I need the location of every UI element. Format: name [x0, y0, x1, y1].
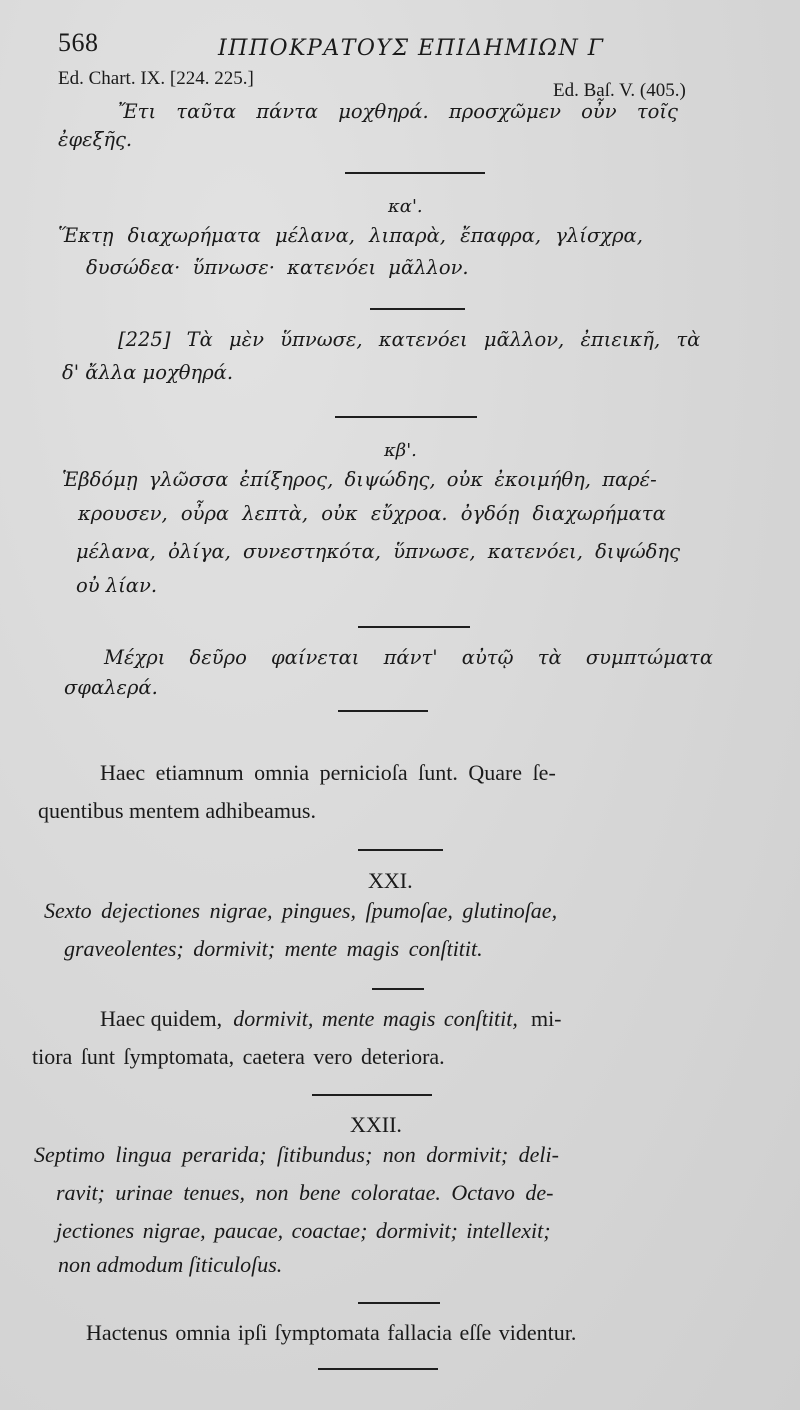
greek-section-22-line-3: μέλανα, ὀλίγα, συνεστηκότα, ὕπνωσε, κατενόει, διψώδης [76, 540, 681, 563]
greek-intro-line-2: ἐφεξῆς. [58, 128, 133, 151]
latin-commentary-21-line-2: tiora ſunt ſymptomata, caetera vero deteriora. [32, 1044, 445, 1069]
greek-section-21-line-1: Ἕκτῃ διαχωρήματα μέλανα, λιπαρὰ, ἔπαφρα, γλίσχρα, [58, 224, 643, 247]
edition-chart-reference: Ed. Chart. IX. [224. 225.] [58, 68, 254, 89]
latin-commentary-21-line-1 [100, 1006, 562, 1032]
latin-commentary-21-lead: Haec quidem, [100, 1006, 223, 1031]
greek-section-22-line-4: οὐ λίαν. [76, 574, 158, 597]
greek-section-21-line-2: δυσώδεα· ὕπνωσε· κατενόει μᾶλλον. [86, 256, 469, 279]
greek-commentary-22-line-2: σφαλερά. [64, 676, 158, 699]
greek-section-number-22: κβ'. [384, 440, 417, 461]
greek-intro-line-1: Ἔτι ταῦτα πάντα μοχθηρά. προσχῶμεν οὖν τοῖς [118, 100, 678, 123]
latin-section-22-line-2: ravit; urinae tenues, non bene coloratae. Octavo de- [56, 1180, 554, 1205]
latin-commentary-22-line-1: Hactenus omnia ipſi ſymptomata fallacia eſſe videntur. [86, 1320, 577, 1345]
section-rule [345, 172, 485, 174]
section-rule [358, 626, 470, 628]
latin-commentary-21-tail: mi- [530, 1006, 562, 1031]
latin-section-22-line-3: jectiones nigrae, paucae, coactae; dormivit; intellexit; [56, 1218, 551, 1243]
page-number: 568 [58, 28, 99, 57]
latin-section-22-line-4: non admodum ſiticuloſus. [58, 1252, 283, 1277]
greek-commentary-21-line-2: δ' ἄλλα μοχθηρά. [62, 361, 234, 384]
latin-section-number-21: XXI. [368, 868, 413, 893]
edition-basel-reference: Ed. Baſ. V. (405.) [553, 80, 686, 101]
section-rule [312, 1094, 432, 1096]
greek-section-number-21: κα'. [388, 196, 423, 217]
section-rule [358, 849, 443, 851]
section-rule [358, 1302, 440, 1304]
greek-commentary-22-line-1: Μέχρι δεῦρο φαίνεται πάντ' αὐτῷ τὰ συμπτώματα [104, 646, 713, 669]
latin-section-21-line-2: graveolentes; dormivit; mente magis conſtitit. [64, 936, 483, 961]
greek-section-22-line-2: κρουσεν, οὖρα λεπτὰ, οὐκ εὔχροα. ὀγδόῃ διαχωρήματα [78, 502, 666, 525]
latin-section-number-22: XXII. [350, 1112, 402, 1137]
section-rule [338, 710, 428, 712]
section-rule [370, 308, 465, 310]
latin-intro-line-2: quentibus mentem adhibeamus. [38, 798, 316, 823]
latin-intro-line-1: Haec etiamnum omnia pernicioſa ſunt. Quare ſe- [100, 760, 556, 785]
running-head: ΙΠΠΟΚΡΑΤΟΥΣ ΕΠΙΔΗΜΙΩΝ Γ [218, 36, 605, 61]
greek-commentary-21-line-1: [225] Τὰ μὲν ὕπνωσε, κατενόει μᾶλλον, ἐπιεικῆ, τὰ [118, 328, 701, 351]
latin-commentary-21-quote: dormivit, mente magis conſtitit, [233, 1006, 518, 1031]
section-rule [372, 988, 424, 990]
section-rule [318, 1368, 438, 1370]
greek-section-22-line-1: Ἑβδόμῃ γλῶσσα ἐπίξηρος, διψώδης, οὐκ ἐκοιμήθη, παρέ- [62, 468, 657, 491]
section-rule [335, 416, 477, 418]
latin-section-22-line-1: Septimo lingua perarida; ſitibundus; non dormivit; deli- [34, 1142, 559, 1167]
latin-section-21-line-1: Sexto dejectiones nigrae, pingues, ſpumoſae, glutinoſae, [44, 898, 558, 923]
